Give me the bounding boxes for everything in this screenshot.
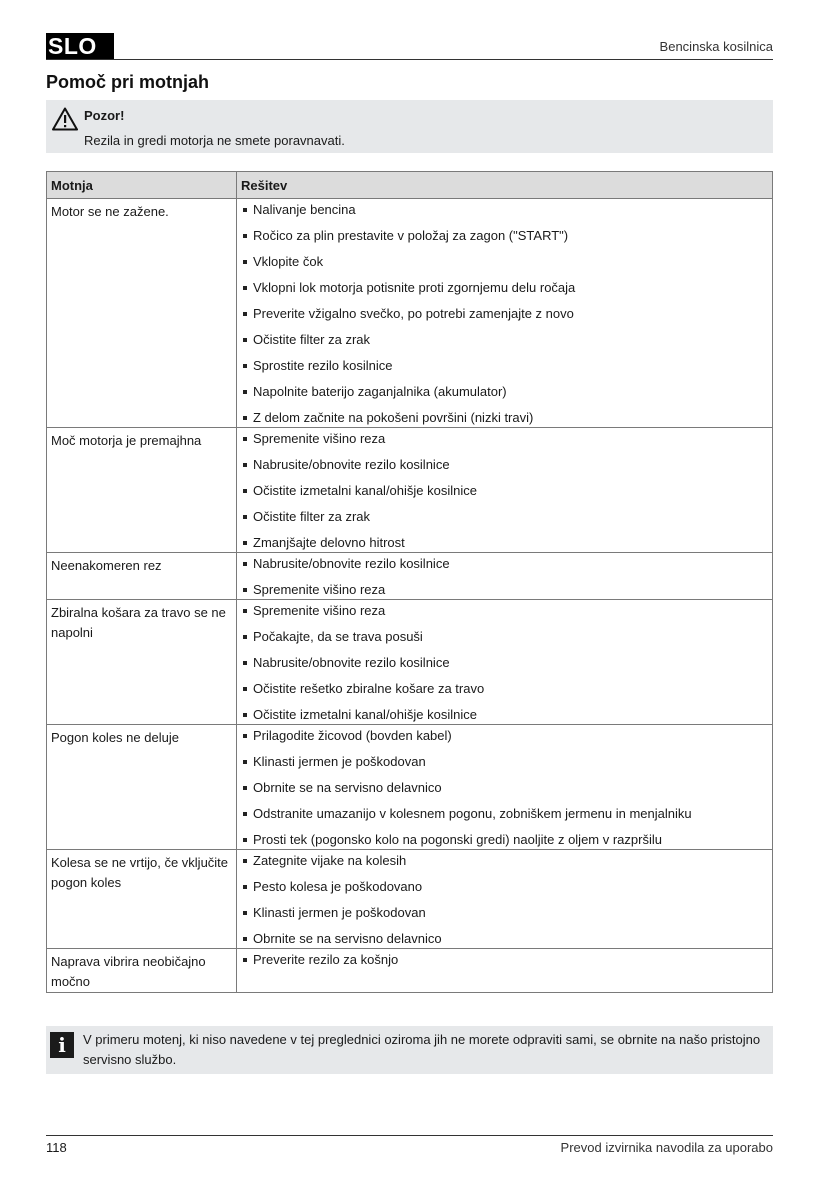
solution-text: Klinasti jermen je poškodovan	[253, 905, 426, 920]
troubleshooting-table	[46, 171, 773, 993]
solution-item	[241, 678, 768, 704]
warning-box	[46, 100, 773, 153]
bullet-icon	[243, 208, 247, 212]
bullet-icon	[243, 713, 247, 717]
bullet-icon	[243, 390, 247, 394]
solution-cell	[237, 949, 773, 993]
solution-cell	[237, 428, 773, 553]
solution-item	[241, 803, 768, 829]
solution-text: Zmanjšajte delovno hitrost	[253, 535, 405, 550]
warning-text: Rezila in gredi motorja ne smete poravnavati.	[84, 133, 345, 148]
bullet-icon	[243, 911, 247, 915]
solution-item	[241, 876, 768, 902]
solution-item	[241, 480, 768, 506]
solution-list	[241, 600, 768, 724]
solution-text: Spremenite višino reza	[253, 431, 386, 446]
bullet-icon	[243, 937, 247, 941]
solution-text: Preverite vžigalno svečko, po potrebi zamenjajte z novo	[253, 306, 574, 321]
solution-text: Klinasti jermen je poškodovan	[253, 754, 426, 769]
bullet-icon	[243, 885, 247, 889]
solution-item	[241, 777, 768, 803]
bullet-icon	[243, 635, 247, 639]
bullet-icon	[243, 687, 247, 691]
page-number: 118	[46, 1140, 67, 1155]
solution-text: Z delom začnite na pokošeni površini (nizki travi)	[253, 410, 534, 425]
solution-list	[241, 850, 768, 948]
bullet-icon	[243, 364, 247, 368]
solution-text: Počakajte, da se trava posuši	[253, 629, 423, 644]
bullet-icon	[243, 859, 247, 863]
problem-cell: Zbiralna košara za travo se ne napolni	[47, 600, 237, 725]
solution-text: Nabrusite/obnovite rezilo kosilnice	[253, 655, 450, 670]
solution-item	[241, 704, 768, 724]
bullet-icon	[243, 463, 247, 467]
solution-text: Spremenite višino reza	[253, 603, 386, 618]
solution-text: Očistite filter za zrak	[253, 332, 371, 347]
solution-text: Odstranite umazanijo v kolesnem pogonu, zobniškem jermenu in menjalniku	[253, 806, 692, 821]
solution-item	[241, 949, 768, 969]
bullet-icon	[243, 760, 247, 764]
solution-text: Očistite izmetalni kanal/ohišje kosilnice	[253, 483, 477, 498]
solution-item	[241, 902, 768, 928]
solution-item	[241, 600, 768, 626]
solution-item	[241, 725, 768, 751]
bullet-icon	[243, 734, 247, 738]
problem-cell: Pogon koles ne deluje	[47, 725, 237, 850]
solution-cell	[237, 553, 773, 600]
table-header-row	[47, 172, 773, 199]
solution-cell	[237, 725, 773, 850]
bullet-icon	[243, 812, 247, 816]
problem-cell: Kolesa se ne vrtijo, če vključite pogon koles	[47, 850, 237, 949]
solution-item	[241, 303, 768, 329]
table-row	[47, 600, 773, 725]
problem-cell: Naprava vibrira neobičajno močno	[47, 949, 237, 993]
solution-item	[241, 407, 768, 427]
solution-text: Prosti tek (pogonsko kolo na pogonski gredi) naoljite z oljem v razpršilu	[253, 832, 662, 847]
solution-text: Spremenite višino reza	[253, 582, 386, 597]
bullet-icon	[243, 260, 247, 264]
bullet-icon	[243, 515, 247, 519]
problem-cell: Motor se ne zažene.	[47, 199, 237, 428]
bullet-icon	[243, 286, 247, 290]
solution-cell	[237, 600, 773, 725]
solution-item	[241, 329, 768, 355]
column-header-problem: Motnja	[47, 172, 237, 199]
solution-text: Očistite rešetko zbiralne košare za travo	[253, 681, 485, 696]
table-row	[47, 850, 773, 949]
language-badge: SLO	[46, 33, 114, 59]
warning-triangle-icon	[52, 107, 78, 131]
info-icon: i	[50, 1032, 74, 1058]
solution-text: Vklopni lok motorja potisnite proti zgornjemu delu ročaja	[253, 280, 576, 295]
problem-cell: Moč motorja je premajhna	[47, 428, 237, 553]
solution-item	[241, 850, 768, 876]
solution-text: Nabrusite/obnovite rezilo kosilnice	[253, 457, 450, 472]
solution-text: Sprostite rezilo kosilnice	[253, 358, 393, 373]
solution-text: Nabrusite/obnovite rezilo kosilnice	[253, 556, 450, 571]
solution-cell	[237, 199, 773, 428]
solution-item	[241, 381, 768, 407]
solution-item	[241, 553, 768, 579]
column-header-solution: Rešitev	[237, 172, 773, 199]
bullet-icon	[243, 609, 247, 613]
solution-list	[241, 725, 768, 849]
solution-item	[241, 277, 768, 303]
solution-item	[241, 652, 768, 678]
solution-list	[241, 949, 768, 969]
bullet-icon	[243, 234, 247, 238]
solution-item	[241, 199, 768, 225]
bullet-icon	[243, 786, 247, 790]
solution-item	[241, 225, 768, 251]
info-box	[46, 1026, 773, 1074]
bullet-icon	[243, 489, 247, 493]
table-row	[47, 428, 773, 553]
solution-text: Očistite filter za zrak	[253, 509, 371, 524]
warning-label: Pozor!	[84, 108, 125, 123]
solution-list	[241, 553, 768, 599]
solution-item	[241, 626, 768, 652]
table-row	[47, 949, 773, 993]
solution-text: Nalivanje bencina	[253, 202, 356, 217]
table-row	[47, 553, 773, 600]
solution-text: Obrnite se na servisno delavnico	[253, 931, 442, 946]
solution-text: Napolnite baterijo zaganjalnika (akumulator)	[253, 384, 507, 399]
footer-title: Prevod izvirnika navodila za uporabo	[560, 1140, 773, 1155]
bullet-icon	[243, 338, 247, 342]
bullet-icon	[243, 958, 247, 962]
header-title: Bencinska kosilnica	[659, 39, 773, 54]
solution-text: Prilagodite žicovod (bovden kabel)	[253, 728, 452, 743]
table-body	[47, 199, 773, 993]
bullet-icon	[243, 312, 247, 316]
solution-text: Ročico za plin prestavite v položaj za zagon ("START")	[253, 228, 569, 243]
solution-item	[241, 579, 768, 599]
page-footer	[46, 1135, 773, 1156]
solution-item	[241, 532, 768, 552]
solution-text: Preverite rezilo za košnjo	[253, 952, 399, 967]
page-header	[46, 33, 773, 60]
section-title: Pomoč pri motnjah	[46, 72, 210, 92]
table-row	[47, 199, 773, 428]
solution-item	[241, 251, 768, 277]
solution-item	[241, 454, 768, 480]
solution-text: Obrnite se na servisno delavnico	[253, 780, 442, 795]
bullet-icon	[243, 437, 247, 441]
solution-item	[241, 428, 768, 454]
bullet-icon	[243, 838, 247, 842]
solution-item	[241, 928, 768, 948]
solution-item	[241, 751, 768, 777]
bullet-icon	[243, 541, 247, 545]
solution-item	[241, 829, 768, 849]
table-row	[47, 725, 773, 850]
solution-item	[241, 355, 768, 381]
solution-list	[241, 199, 768, 427]
info-text: V primeru motenj, ki niso navedene v tej preglednici oziroma jih ne morete odpraviti sami, se obrnite na našo pristojno servisno službo.	[83, 1032, 761, 1067]
solution-text: Očistite izmetalni kanal/ohišje kosilnice	[253, 707, 477, 722]
solution-text: Vklopite čok	[253, 254, 324, 269]
bullet-icon	[243, 416, 247, 420]
bullet-icon	[243, 562, 247, 566]
bullet-icon	[243, 661, 247, 665]
bullet-icon	[243, 588, 247, 592]
solution-text: Pesto kolesa je poškodovano	[253, 879, 423, 894]
solution-list	[241, 428, 768, 552]
page	[46, 0, 773, 1190]
solution-cell	[237, 850, 773, 949]
solution-item	[241, 506, 768, 532]
solution-text: Zategnite vijake na kolesih	[253, 853, 407, 868]
problem-cell: Neenakomeren rez	[47, 553, 237, 600]
